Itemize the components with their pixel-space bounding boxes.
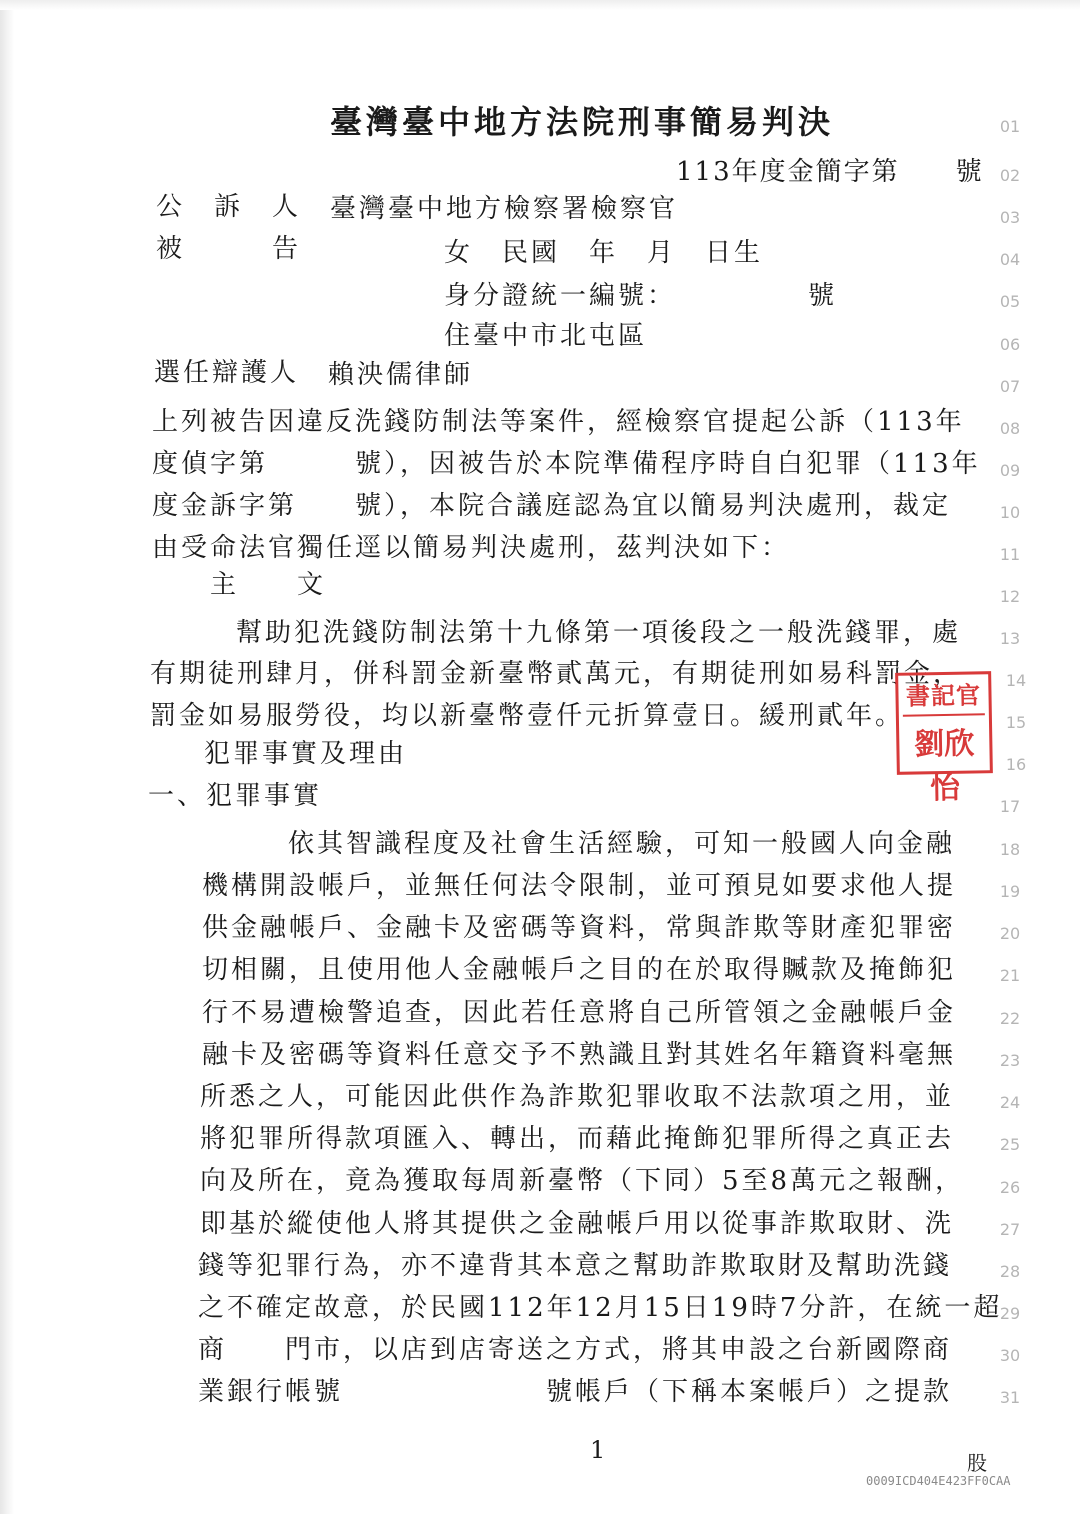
line-number: 18 [999,840,1021,859]
defendant-address: 住臺中市北屯區 [444,321,648,351]
facts-line: 依其智識程度及社會生活經驗，可知一般國人向金融 [288,829,956,859]
main-text-line: 有期徒刑肆月，併科罰金新臺幣貳萬元，有期徒刑如易科罰金， [150,659,963,689]
facts-line: 供金融帳戶、金融卡及密碼等資料，常與詐欺等財產犯罪密 [202,913,957,943]
facts-line: 行不易遭檢警追查，因此若任意將自己所管領之金融帳戶金 [202,998,957,1028]
seal-name: 劉欣怡 [914,726,975,807]
line-number: 13 [999,629,1021,648]
line-number: 14 [1005,671,1027,690]
intro-line: 度金訴字第 號），本院合議庭認為宜以簡易判決處刑，裁定 [152,491,952,521]
clerk-seal-stamp [895,671,993,807]
line-number: 04 [999,250,1021,269]
facts-line: 機構開設帳戶，並無任何法令限制，並可預見如要求他人提 [202,871,957,901]
scan-edge-shadow [0,0,14,1514]
document-code: 0009ICD404E423FF0CAA [866,1474,1011,1488]
line-number: 12 [999,587,1021,606]
line-number: 05 [999,292,1021,311]
line-number: 29 [999,1304,1021,1323]
line-number: 03 [999,208,1021,227]
line-number: 15 [1005,713,1027,732]
line-number: 16 [1005,755,1027,774]
line-number: 23 [999,1051,1021,1070]
facts-line: 錢等犯罪行為，亦不違背其本意之幫助詐欺取財及幫助洗錢 [198,1251,953,1281]
line-number: 02 [999,166,1021,185]
facts-line: 即基於縱使他人將其提供之金融帳戶用以從事詐欺取財、洗 [200,1209,955,1239]
line-number: 27 [999,1220,1021,1239]
main-text-line: 罰金如易服勞役，均以新臺幣壹仟元折算壹日。緩刑貳年。 [150,701,905,731]
facts-line: 切相關，且使用他人金融帳戶之目的在於取得贓款及掩飾犯 [202,955,957,985]
prosecutor-name: 臺灣臺中地方檢察署檢察官 [330,194,679,224]
line-number: 19 [999,882,1021,901]
line-number: 06 [999,335,1021,354]
line-number: 22 [999,1009,1021,1028]
defendant-id-line: 身分證統一編號： 號 [444,281,838,311]
main-text-line: 幫助犯洗錢防制法第十九條第一項後段之一般洗錢罪，處 [236,618,962,648]
line-number: 11 [999,545,1021,564]
line-number: 08 [999,419,1021,438]
intro-line: 度偵字第 號），因被告於本院準備程序時自白犯罪（113年 [152,449,981,479]
line-number: 20 [999,924,1021,943]
facts-line: 所悉之人，可能因此供作為詐欺犯罪收取不法款項之用，並 [200,1082,955,1112]
line-number: 10 [999,503,1021,522]
prosecutor-label: 公 訴 人 [156,192,302,222]
line-number: 24 [999,1093,1021,1112]
facts-line: 業銀行帳號 號帳戶（下稱本案帳戶）之提款 [198,1377,953,1407]
defendant-label: 被 告 [156,234,302,264]
line-number: 09 [999,461,1021,480]
facts-line: 商 門市，以店到店寄送之方式，將其申設之台新國際商 [198,1335,953,1365]
facts-line: 將犯罪所得款項匯入、轉出，而藉此掩飾犯罪所得之真正去 [200,1124,955,1154]
line-number: 26 [999,1178,1021,1197]
intro-line: 上列被告因違反洗錢防制法等案件，經檢察官提起公訴（113年 [152,407,965,437]
line-number: 31 [999,1388,1021,1407]
facts-line: 向及所在，竟為獲取每周新臺幣（下同）5至8萬元之報酬， [200,1166,965,1196]
facts-line: 之不確定故意，於民國112年12月15日19時7分許，在統一超 [198,1293,1003,1323]
line-number: 01 [999,117,1021,136]
seal-title: 書記官 [902,677,985,716]
case-number: 113年度金簡字第 號 [676,157,984,187]
defender-label: 選任辯護人 [154,358,300,388]
defender-name: 賴泱儒律師 [328,360,474,390]
facts-heading: 犯罪事實及理由 [204,739,408,769]
line-number: 17 [999,797,1021,816]
document-title: 臺灣臺中地方法院刑事簡易判決 [330,103,835,141]
unit-label: 股 [967,1451,987,1475]
scan-top-shadow [0,0,1080,10]
section1-heading: 一、犯罪事實 [148,781,323,811]
line-number: 25 [999,1135,1021,1154]
line-number: 07 [999,377,1021,396]
facts-line: 融卡及密碼等資料任意交予不熟識且對其姓名年籍資料毫無 [202,1040,957,1070]
intro-line: 由受命法官獨任逕以簡易判決處刑，茲判決如下： [152,533,791,563]
line-number: 21 [999,966,1021,985]
page-number: 1 [590,1436,606,1464]
line-number: 30 [999,1346,1021,1365]
defendant-info: 女 民國 年 月 日生 [444,238,764,268]
main-heading: 主 文 [210,570,327,600]
line-number: 28 [999,1262,1021,1281]
